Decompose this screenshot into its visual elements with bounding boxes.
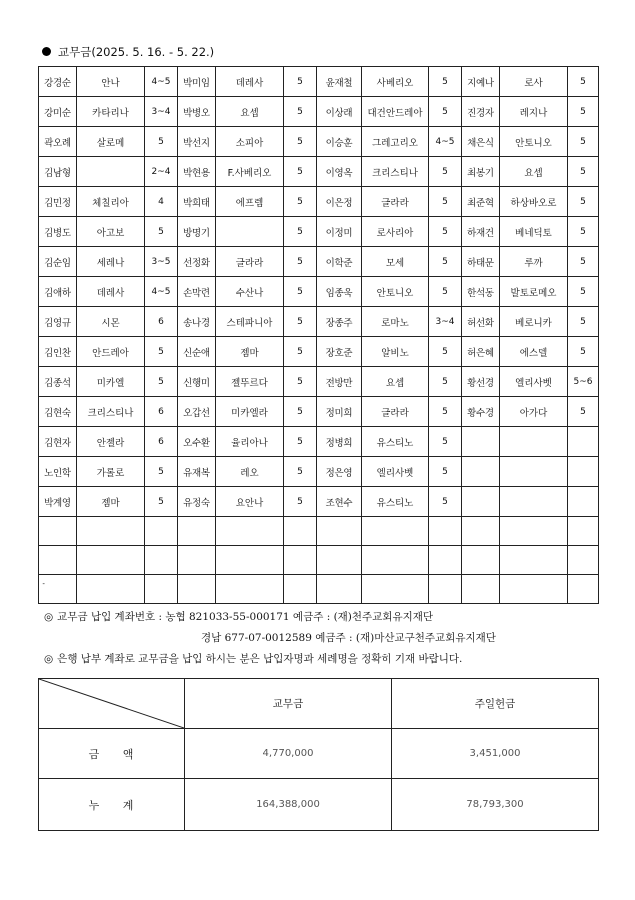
baptismal-name [362,546,429,575]
donor-name: 장호준 [317,337,362,367]
donor-name [462,546,500,575]
donor-name [462,575,500,604]
baptismal-name: 엘리사벳 [500,367,568,397]
donor-name: 방명기 [178,217,216,247]
baptismal-name: 베네딕토 [500,217,568,247]
donor-name: 강경순 [39,67,77,97]
donor-name: 김순임 [39,247,77,277]
baptismal-name [500,427,568,457]
month-range: 4~5 [145,67,178,97]
table-row [39,397,599,427]
donor-name [317,517,362,546]
month-range [568,457,599,487]
month-range: 5 [284,127,317,157]
baptismal-name: 레오 [216,457,284,487]
month-range: 5 [429,217,462,247]
empty-row [39,546,599,575]
baptismal-name: 수산나 [216,277,284,307]
month-range: 5 [284,457,317,487]
donor-name: 정미희 [317,397,362,427]
month-range: 5 [568,67,599,97]
month-range: 5 [429,277,462,307]
donor-name: 허선화 [462,307,500,337]
donor-name: 정병희 [317,427,362,457]
donor-name: 김병도 [39,217,77,247]
donor-name: 노인학 [39,457,77,487]
baptismal-name: 에스델 [500,337,568,367]
baptismal-name: 로사리아 [362,217,429,247]
donor-name: 지예나 [462,67,500,97]
baptismal-name: 모세 [362,247,429,277]
diagonal-line [39,679,184,728]
month-range [145,575,178,604]
table-row [39,157,599,187]
month-range: 5 [284,67,317,97]
donor-name [39,546,77,575]
donor-table [38,66,599,604]
donor-name [39,575,77,604]
month-range: 5 [568,127,599,157]
month-range: 5 [568,187,599,217]
baptismal-name: 유스티노 [362,427,429,457]
empty-row [39,517,599,546]
baptismal-name: 젬마 [216,337,284,367]
donor-name: 선정화 [178,247,216,277]
baptismal-name: 미카엘라 [216,397,284,427]
donor-name: 박미임 [178,67,216,97]
baptismal-name: 스테파니아 [216,307,284,337]
donor-name: 김인찬 [39,337,77,367]
month-range: 5 [284,157,317,187]
amount-offering: 4,770,000 [185,729,392,779]
month-range [568,546,599,575]
donor-name: 허은혜 [462,337,500,367]
table-row [39,217,599,247]
baptismal-name: 대건안드레아 [362,97,429,127]
donor-name: 채은식 [462,127,500,157]
baptismal-name [77,517,145,546]
table-row [39,487,599,517]
baptismal-name: 그레고리오 [362,127,429,157]
donor-name: 신순애 [178,337,216,367]
month-range: 5 [429,157,462,187]
donor-name: 전방만 [317,367,362,397]
donor-name: 손막련 [178,277,216,307]
donor-name: 이학준 [317,247,362,277]
baptismal-name [216,217,284,247]
donor-name: 강미순 [39,97,77,127]
month-range [568,427,599,457]
donor-name: 김현자 [39,427,77,457]
baptismal-name: 발토로메오 [500,277,568,307]
donor-name [462,427,500,457]
baptismal-name: 크리스티나 [77,397,145,427]
month-range: 4~5 [145,277,178,307]
month-range: 6 [145,397,178,427]
month-range [145,517,178,546]
baptismal-name: 세레나 [77,247,145,277]
baptismal-name: 에프렘 [216,187,284,217]
notes-line-2 [44,628,496,649]
month-range [429,546,462,575]
notes-mark-icon: ◎ [44,611,54,623]
donor-name: 최봉기 [462,157,500,187]
baptismal-name: 루까 [500,247,568,277]
month-range: 5 [429,247,462,277]
baptismal-name [216,517,284,546]
month-range: 5 [568,307,599,337]
table-row [39,367,599,397]
notes-mark-icon: ◎ [44,653,54,665]
baptismal-name: 글라라 [216,247,284,277]
baptismal-name: 아고보 [77,217,145,247]
baptismal-name: 카타리나 [77,97,145,127]
diagonal-header-cell [39,679,185,729]
baptismal-name: 베로니카 [500,307,568,337]
donor-name [39,517,77,546]
baptismal-name: 요셉 [500,157,568,187]
baptismal-name: 하상바오로 [500,187,568,217]
donor-name [178,517,216,546]
month-range: 4 [145,187,178,217]
baptismal-name: 로마노 [362,307,429,337]
table-row [39,247,599,277]
donor-name: 김민정 [39,187,77,217]
bullet-icon [42,47,51,56]
payment-notes [44,607,496,670]
month-range: 4~5 [429,127,462,157]
donor-name: 조현수 [317,487,362,517]
notes-line-1 [44,607,496,628]
notes-line-3 [44,649,496,670]
amount-sunday-collection: 3,451,000 [392,729,599,779]
month-range: 6 [145,307,178,337]
empty-row [39,575,599,604]
baptismal-name: 안드레아 [77,337,145,367]
month-range: 5 [568,157,599,187]
donor-name: 이은정 [317,187,362,217]
month-range: 5 [429,97,462,127]
baptismal-name: 가롤로 [77,457,145,487]
baptismal-name [500,487,568,517]
baptismal-name: 요셉 [216,97,284,127]
month-range: 5 [568,397,599,427]
month-range: 5 [284,337,317,367]
baptismal-name: 글라라 [362,187,429,217]
baptismal-name: 안나 [77,67,145,97]
donor-name: 오수환 [178,427,216,457]
baptismal-name: 살로메 [77,127,145,157]
month-range: 3~4 [145,97,178,127]
month-range: 5 [284,367,317,397]
donor-name: 황수경 [462,397,500,427]
baptismal-name [77,575,145,604]
baptismal-name: 젤뚜르다 [216,367,284,397]
month-range: 6 [145,427,178,457]
heading-text: 교무금(2025. 5. 16. - 5. 22.) [58,45,215,59]
account-info-2: 경남 677-07-0012589 예금주 : (재)마산교구천주교회유지재단 [201,632,496,644]
baptismal-name: 율리아나 [216,427,284,457]
baptismal-name [500,546,568,575]
baptismal-name: 요셉 [362,367,429,397]
month-range: 5 [429,397,462,427]
month-range: 5 [568,97,599,127]
donor-name: 이영옥 [317,157,362,187]
month-range: 5 [284,97,317,127]
table-row [39,337,599,367]
baptismal-name [500,575,568,604]
baptismal-name: 유스티노 [362,487,429,517]
donor-name: 임종욱 [317,277,362,307]
baptismal-name: 소피아 [216,127,284,157]
baptismal-name: 엘리사벳 [362,457,429,487]
donor-name: 신행미 [178,367,216,397]
donor-name: 하태문 [462,247,500,277]
payment-instruction: 은행 납부 계좌로 교무금을 납입 하시는 분은 납입자명과 세례명을 정확히 기재 바랍니다. [57,653,463,665]
baptismal-name [216,546,284,575]
donor-name: 한석동 [462,277,500,307]
donor-name: 하재건 [462,217,500,247]
donor-name: 박현용 [178,157,216,187]
month-range: 5~6 [568,367,599,397]
cumulative-offering: 164,388,000 [185,779,392,831]
month-range: 5 [429,487,462,517]
donor-name: 이정미 [317,217,362,247]
donor-name: 박희태 [178,187,216,217]
baptismal-name [77,546,145,575]
month-range: 5 [145,487,178,517]
baptismal-name: 로사 [500,67,568,97]
donor-name: 김영규 [39,307,77,337]
baptismal-name: 안토니오 [500,127,568,157]
baptismal-name: 레지나 [500,97,568,127]
donor-name: 오갑선 [178,397,216,427]
donor-name: 황선경 [462,367,500,397]
month-range: 5 [284,487,317,517]
month-range [568,517,599,546]
month-range: 5 [145,367,178,397]
month-range: 5 [568,337,599,367]
month-range: 2~4 [145,157,178,187]
baptismal-name [500,517,568,546]
month-range: 5 [284,247,317,277]
donor-name [317,546,362,575]
baptismal-name: 데레사 [77,277,145,307]
baptismal-name: 젬마 [77,487,145,517]
month-range: 3~4 [429,307,462,337]
month-range [429,575,462,604]
baptismal-name: 미카엘 [77,367,145,397]
month-range: 5 [568,247,599,277]
donor-name: 윤재철 [317,67,362,97]
baptismal-name: 안젤라 [77,427,145,457]
baptismal-name: 체칠리아 [77,187,145,217]
month-range: 5 [284,427,317,457]
month-range: 5 [568,277,599,307]
month-range: 5 [284,217,317,247]
baptismal-name: 아가다 [500,397,568,427]
month-range: 5 [429,67,462,97]
baptismal-name [216,575,284,604]
header-offering: 교무금 [185,679,392,729]
month-range: 5 [284,397,317,427]
table-row [39,97,599,127]
month-range [429,517,462,546]
month-range [568,487,599,517]
month-range: 5 [284,187,317,217]
account-info: 교무금 납입 계좌번호 : 농협 821033-55-000171 예금주 : (재)천주교회유지재단 [57,611,434,623]
donor-name [462,517,500,546]
month-range: 5 [429,187,462,217]
baptismal-name: 데레사 [216,67,284,97]
table-row [39,277,599,307]
table-row [39,187,599,217]
baptismal-name: 크리스티나 [362,157,429,187]
donor-name [317,575,362,604]
month-range: 5 [429,457,462,487]
donor-name: 최준혁 [462,187,500,217]
table-row [39,127,599,157]
month-range: 5 [145,337,178,367]
month-range [284,517,317,546]
row-label-cumulative: 누 계 [39,779,185,831]
month-range: 5 [284,277,317,307]
donor-name: 김현숙 [39,397,77,427]
month-range [284,546,317,575]
donor-name: 이승훈 [317,127,362,157]
donor-name: 김종석 [39,367,77,397]
donor-name: 장종주 [317,307,362,337]
donor-name: 김남형 [39,157,77,187]
donor-name: 송나경 [178,307,216,337]
month-range [145,546,178,575]
month-range: 3~5 [145,247,178,277]
header-sunday-collection: 주일헌금 [392,679,599,729]
baptismal-name: F.사베리오 [216,157,284,187]
month-range [284,575,317,604]
donor-name: 유재복 [178,457,216,487]
donor-name: 진경자 [462,97,500,127]
donor-name: 김애하 [39,277,77,307]
donor-name [462,457,500,487]
donor-name [462,487,500,517]
donor-name: 곽오례 [39,127,77,157]
row-label-amount: 금 액 [39,729,185,779]
month-range: 5 [145,217,178,247]
table-row [39,67,599,97]
donor-name: 박병오 [178,97,216,127]
donor-name: 정은영 [317,457,362,487]
baptismal-name: 시몬 [77,307,145,337]
donor-name: 박계영 [39,487,77,517]
baptismal-name: 글라라 [362,397,429,427]
baptismal-name: 사베리오 [362,67,429,97]
month-range: 5 [429,427,462,457]
month-range: 5 [429,337,462,367]
donor-name: 박선지 [178,127,216,157]
baptismal-name: 요안나 [216,487,284,517]
cumulative-sunday-collection: 78,793,300 [392,779,599,831]
baptismal-name [362,517,429,546]
empty-row-marker: - [42,579,45,588]
table-row [39,457,599,487]
month-range: 5 [145,457,178,487]
baptismal-name: 알비노 [362,337,429,367]
baptismal-name: 안토니오 [362,277,429,307]
section-heading [42,44,214,60]
summary-table [38,678,599,831]
month-range: 5 [429,367,462,397]
baptismal-name [362,575,429,604]
month-range: 5 [145,127,178,157]
month-range [568,575,599,604]
table-row [39,427,599,457]
baptismal-name [77,157,145,187]
month-range: 5 [284,307,317,337]
donor-name: 이상래 [317,97,362,127]
table-row [39,307,599,337]
donor-name: 유정숙 [178,487,216,517]
baptismal-name [500,457,568,487]
month-range: 5 [568,217,599,247]
donor-name [178,575,216,604]
donor-name [178,546,216,575]
